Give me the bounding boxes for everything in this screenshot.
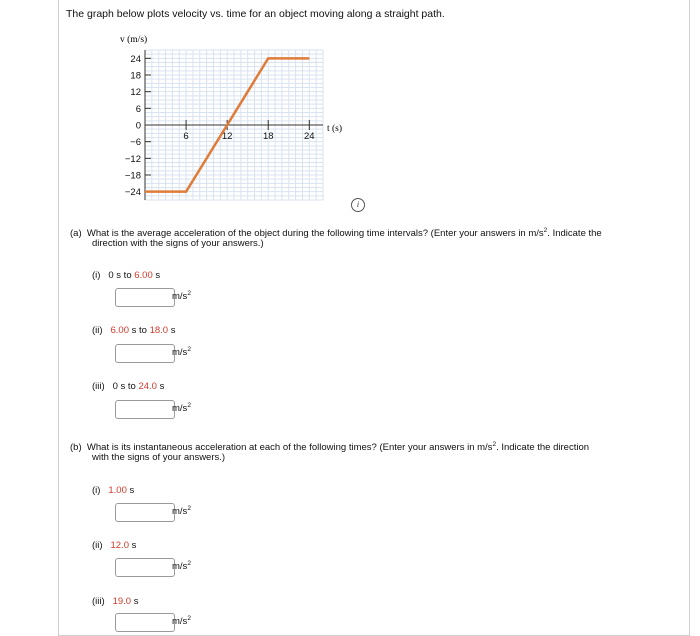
- part-b-label: (b): [70, 442, 82, 453]
- y-tick-label: 12: [130, 87, 141, 98]
- answer-input-b3[interactable]: [115, 613, 175, 632]
- part-b-question-line2: with the signs of your answers.): [92, 451, 225, 464]
- y-tick-label: 0: [136, 121, 141, 132]
- part-b-item-2-label: [92, 540, 136, 551]
- x-axis-label: t (s): [327, 123, 342, 134]
- interval-mid: s to: [129, 325, 150, 336]
- part-b-item-3-label: [92, 596, 138, 607]
- time-unit: s: [127, 485, 134, 496]
- unit-label: $m/s^2$: [172, 560, 191, 572]
- part-a-question-line1: What is the average acceleration of the object during the following time intervals? (Enter your answers in m/s: [87, 228, 544, 239]
- time-value: 19.0: [113, 596, 132, 607]
- interval-unit: s: [153, 270, 160, 281]
- y-tick-label: 18: [130, 71, 141, 82]
- roman-numeral: (i): [92, 270, 100, 281]
- interval-start: 0 s to: [113, 381, 139, 392]
- interval-value: 6.00: [110, 325, 129, 336]
- unit-label: $m/s^2$: [172, 290, 191, 302]
- part-a-label: (a): [70, 228, 82, 239]
- answer-input-b2[interactable]: [115, 558, 175, 577]
- interval-value: 24.0: [138, 381, 157, 392]
- part-b-item-1-label: [92, 485, 134, 496]
- interval-value-2: 18.0: [150, 325, 169, 336]
- velocity-time-chart: [0, 0, 700, 230]
- unit-label: $m/s^2$: [172, 505, 191, 517]
- part-b-sup: 2: [492, 441, 496, 448]
- part-a-item-1-label: [92, 270, 160, 281]
- time-value: 12.0: [110, 540, 129, 551]
- y-tick-label: −6: [130, 137, 141, 148]
- part-a-sup: 2: [544, 227, 548, 234]
- time-unit: s: [129, 540, 136, 551]
- info-icon[interactable]: i: [351, 198, 365, 212]
- roman-numeral: (ii): [92, 540, 103, 551]
- roman-numeral: (i): [92, 485, 100, 496]
- y-tick-label: −24: [125, 187, 141, 198]
- answer-input-a3[interactable]: [115, 400, 175, 419]
- interval-unit: s: [168, 325, 175, 336]
- unit-label: $m/s^2$: [172, 402, 191, 414]
- part-b-question-line1-end: . Indicate the direction: [496, 442, 589, 453]
- unit-label: $m/s^2$: [172, 346, 191, 358]
- part-a-question-line1-end: . Indicate the: [547, 228, 601, 239]
- x-tick-label: 6: [183, 131, 188, 142]
- interval-value: 6.00: [134, 270, 153, 281]
- time-unit: s: [131, 596, 138, 607]
- y-tick-label: 6: [136, 104, 141, 115]
- roman-numeral: (iii): [92, 596, 105, 607]
- x-tick-label: 24: [304, 131, 315, 142]
- y-tick-label: −18: [125, 171, 141, 182]
- part-a-item-3-label: [92, 381, 164, 392]
- answer-input-a2[interactable]: [115, 344, 175, 363]
- answer-input-b1[interactable]: [115, 503, 175, 522]
- x-tick-label: 12: [222, 131, 233, 142]
- part-b-question-line1: What is its instantaneous acceleration at each of the following times? (Enter your answers in m/s: [87, 442, 493, 453]
- intro-text: The graph below plots velocity vs. time for an object moving along a straight path.: [66, 8, 445, 20]
- part-a-question-line2: direction with the signs of your answers.): [92, 237, 264, 250]
- y-tick-label: 24: [130, 54, 141, 65]
- x-tick-label: 18: [263, 131, 274, 142]
- unit-label: $m/s^2$: [172, 615, 191, 627]
- interval-unit: s: [157, 381, 164, 392]
- time-value: 1.00: [108, 485, 127, 496]
- roman-numeral: (iii): [92, 381, 105, 392]
- y-axis-label: v (m/s): [120, 34, 147, 45]
- answer-input-a1[interactable]: [115, 288, 175, 307]
- part-a-item-2-label: [92, 325, 175, 336]
- y-tick-label: −12: [125, 154, 141, 165]
- roman-numeral: (ii): [92, 325, 103, 336]
- interval-start: 0 s to: [108, 270, 134, 281]
